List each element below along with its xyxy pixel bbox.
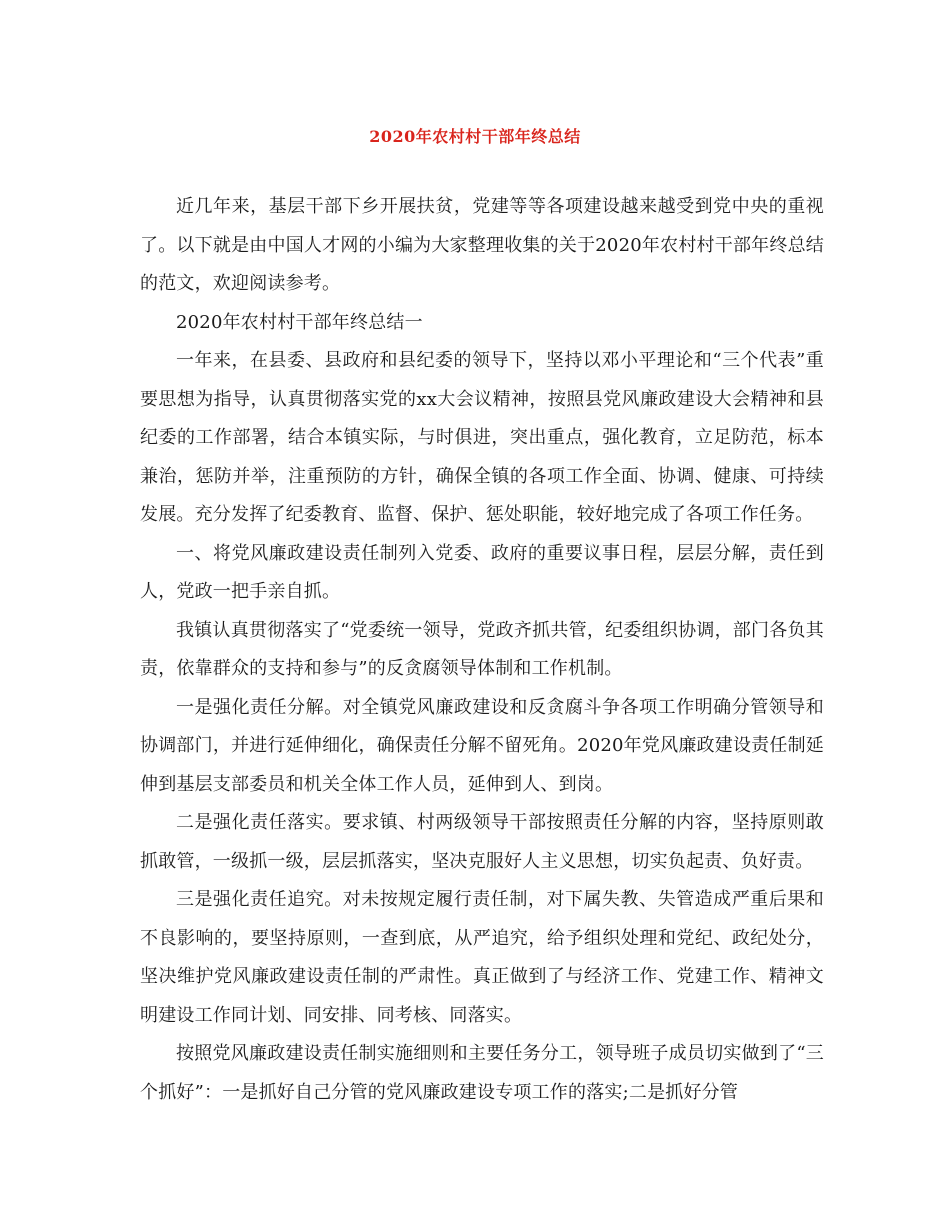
- document-body: [140, 188, 824, 1112]
- paragraph-three-good: 按照党风廉政建设责任制实施细则和主要任务分工，领导班子成员切实做到了“三个抓好”：一是抓好自己分管的党风廉政建设专项工作的落实;二是抓好分管: [140, 1043, 824, 1103]
- paragraph-subtitle: 2020年农村村干部年终总结一: [176, 311, 423, 333]
- paragraph-point-two: 二是强化责任落实。要求镇、村两级领导干部按照责任分解的内容，坚持原则敢抓敢管，一级抓一级，层层抓落实，坚决克服好人主义思想，切实负起责、负好责。: [140, 812, 824, 872]
- paragraph-section-one: 一、将党风廉政建设责任制列入党委、政府的重要议事日程，层层分解，责任到人，党政一把手亲自抓。: [140, 542, 824, 602]
- paragraph-intro: 近几年来，基层干部下乡开展扶贫，党建等等各项建设越来越受到党中央的重视了。以下就是由中国人才网的小编为大家整理收集的关于2020年农村村干部年终总结的范文，欢迎阅读参考。: [140, 196, 824, 294]
- document-title: 2020年农村村干部年终总结: [369, 127, 581, 146]
- paragraph-overview: 一年来，在县委、县政府和县纪委的领导下，坚持以邓小平理论和“三个代表”重要思想为指导，认真贯彻落实党的xx大会议精神，按照县党风廉政建设大会精神和县纪委的工作部署，结合本镇实际，与时俱进，突出重点，强化教育，立足防范，标本兼治，惩防并举，注重预防的方针，确保全镇的各项工作全面、协调、健康、可持续发展。充分发挥了纪委教育、监督、保护、惩处职能，较好地完成了各项工作任务。: [140, 350, 824, 525]
- paragraph-point-one: 一是强化责任分解。对全镇党风廉政建设和反贪腐斗争各项工作明确分管领导和协调部门，并进行延伸细化，确保责任分解不留死角。2020年党风廉政建设责任制延伸到基层支部委员和机关全体工作人员，延伸到人、到岗。: [140, 696, 824, 795]
- paragraph-mechanism: 我镇认真贯彻落实了“党委统一领导，党政齐抓共管，纪委组织协调，部门各负其责，依靠群众的支持和参与”的反贪腐领导体制和工作机制。: [140, 619, 824, 679]
- paragraph-point-three: 三是强化责任追究。对未按规定履行责任制，对下属失教、失管造成严重后果和不良影响的，要坚持原则，一查到底，从严追究，给予组织处理和党纪、政纪处分，坚决维护党风廉政建设责任制的严肃性。真正做到了与经济工作、党建工作、精神文明建设工作同计划、同安排、同考核、同落实。: [140, 889, 824, 1026]
